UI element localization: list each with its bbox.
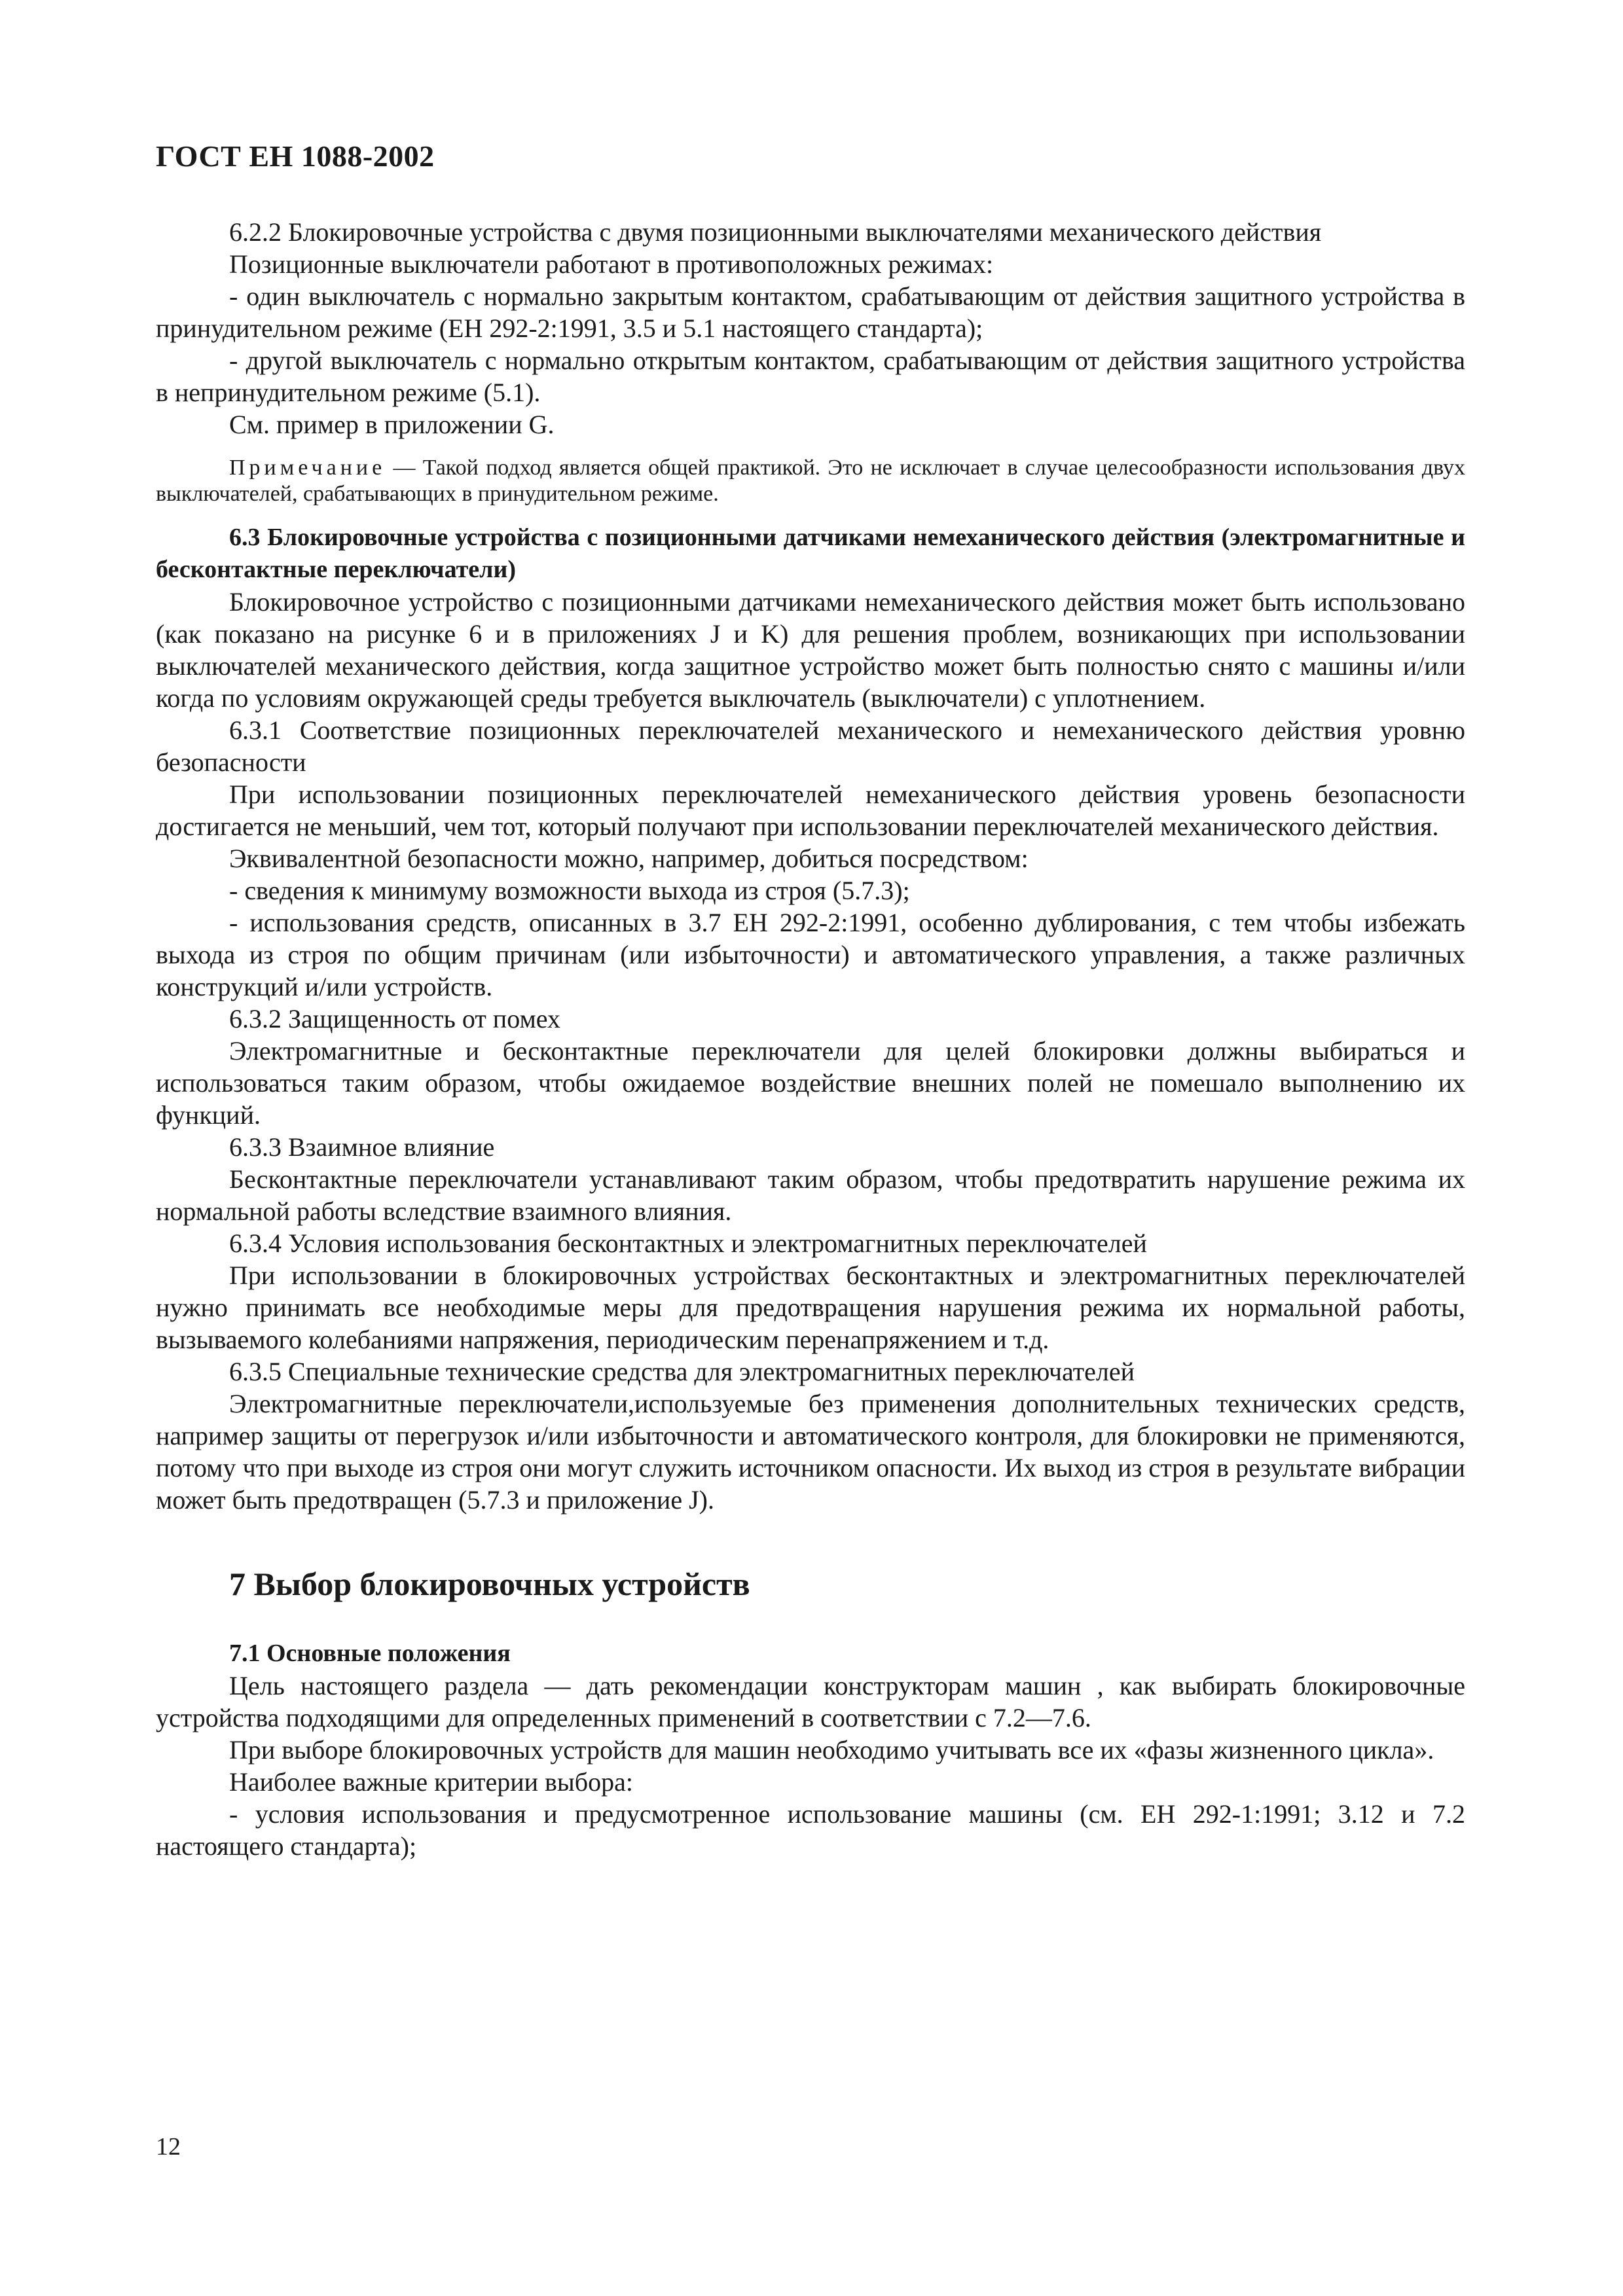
document-body [156, 216, 1465, 1862]
clause-heading-6-3-4: 6.3.4 Условия использования бесконтактных и электромагнитных переключателей [229, 1229, 1147, 1258]
paragraph: Наиболее важные критерии выбора: [229, 1767, 633, 1797]
list-item: - один выключатель с нормально закрытым контактом, срабатывающим от действия защитного устройства в принудительном режиме (ЕН 292-2:1991, 3.5 и 5.1 настоящего стандарта); [156, 281, 1465, 343]
note-label: Примечание [229, 456, 386, 480]
heading-6-3: 6.3 Блокировочные устройства с позиционными датчиками немеханического действия (электромагнитные и бесконтактные переключатели) [156, 524, 1465, 583]
clause-heading-6-3-1: 6.3.1 Соответствие позиционных переключателей механического и немеханического действия уровню безопасности [156, 715, 1465, 777]
paragraph: Позиционные выключатели работают в противоположных режимах: [229, 249, 994, 279]
document-header: ГОСТ ЕН 1088-2002 [156, 139, 435, 173]
list-item: - сведения к минимуму возможности выхода из строя (5.7.3); [229, 876, 910, 905]
paragraph: При использовании позиционных переключателей немеханического действия уровень безопасности достигается не меньший, чем тот, который получают при использовании переключателей механического действия. [156, 780, 1465, 841]
paragraph: Электромагнитные и бесконтактные переключатели для целей блокировки должны выбираться и использоваться таким образом, чтобы ожидаемое воздействие внешних полей не помешало выполнению их функций. [156, 1036, 1465, 1130]
paragraph: При использовании в блокировочных устройствах бесконтактных и электромагнитных переключателей нужно принимать все необходимые меры для предотвращения нарушения режима их нормальной работы, вызываемого колебаниями напряжения, периодическим перенапряжением и т.д. [156, 1261, 1465, 1354]
list-item: - использования средств, описанных в 3.7 ЕН 292-2:1991, особенно дублирования, с тем чтобы избежать выхода из строя по общим причинам (или избыточности) и автоматического управления, а также различных конструкций и/или устройств. [156, 908, 1465, 1001]
paragraph: См. пример в приложении G. [229, 410, 555, 439]
clause-heading-6-3-5: 6.3.5 Специальные технические средства для электромагнитных переключателей [229, 1357, 1135, 1386]
paragraph: Электромагнитные переключатели,используемые без применения дополнительных технических средств, например защиты от перегрузок и/или избыточности и автоматического контроля, для блокировки не применяются, потому что при выходе из строя они могут служить источником опасности. Их выход из строя в результате вибрации может быть предотвращен (5.7.3 и приложение J). [156, 1389, 1465, 1515]
clause-heading-6-3-3: 6.3.3 Взаимное влияние [229, 1132, 495, 1162]
paragraph: Цель настоящего раздела — дать рекомендации конструкторам машин , как выбирать блокировочные устройства подходящими для определенных применений в соответствии с 7.2—7.6. [156, 1671, 1465, 1732]
clause-heading-6-3-2: 6.3.2 Защищенность от помех [229, 1004, 560, 1033]
paragraph: При выборе блокировочных устройств для машин необходимо учитывать все их «фазы жизненного цикла». [229, 1735, 1434, 1765]
paragraph: Бесконтактные переключатели устанавливают таким образом, чтобы предотвратить нарушение режима их нормальной работы вследствие взаимного влияния. [156, 1164, 1465, 1226]
list-item: - условия использования и предусмотренное использование машины (см. ЕН 292-1:1991; 3.12 и 7.2 настоящего стандарта); [156, 1799, 1465, 1861]
list-item: - другой выключатель с нормально открытым контактом, срабатывающим от действия защитного устройства в непринудительном режиме (5.1). [156, 346, 1465, 407]
paragraph-6-2-2: 6.2.2 Блокировочные устройства с двумя позиционными выключателями механического действия [229, 217, 1322, 247]
note-text: — Такой подход является общей практикой. Это не исключает в случае целесообразности использования двух выключателей, срабатывающих в принудительном режиме. [156, 456, 1466, 506]
subsection-7-1-title: 7.1 Основные положения [229, 1640, 511, 1667]
paragraph: Блокировочное устройство с позиционными датчиками немеханического действия может быть использовано (как показано на рисунке 6 и в приложениях J и K) для решения проблем, возникающих при использовании выключателей механического действия, когда защитное устройство может быть полностью снято с машины и/или когда по условиям окружающей среды требуется выключатель (выключатели) с уплотнением. [156, 587, 1465, 713]
page-number: 12 [156, 2133, 181, 2161]
paragraph: Эквивалентной безопасности можно, например, добиться посредством: [229, 844, 1029, 873]
section-7-title: 7 Выбор блокировочных устройств [229, 1566, 750, 1602]
note [156, 455, 1465, 507]
